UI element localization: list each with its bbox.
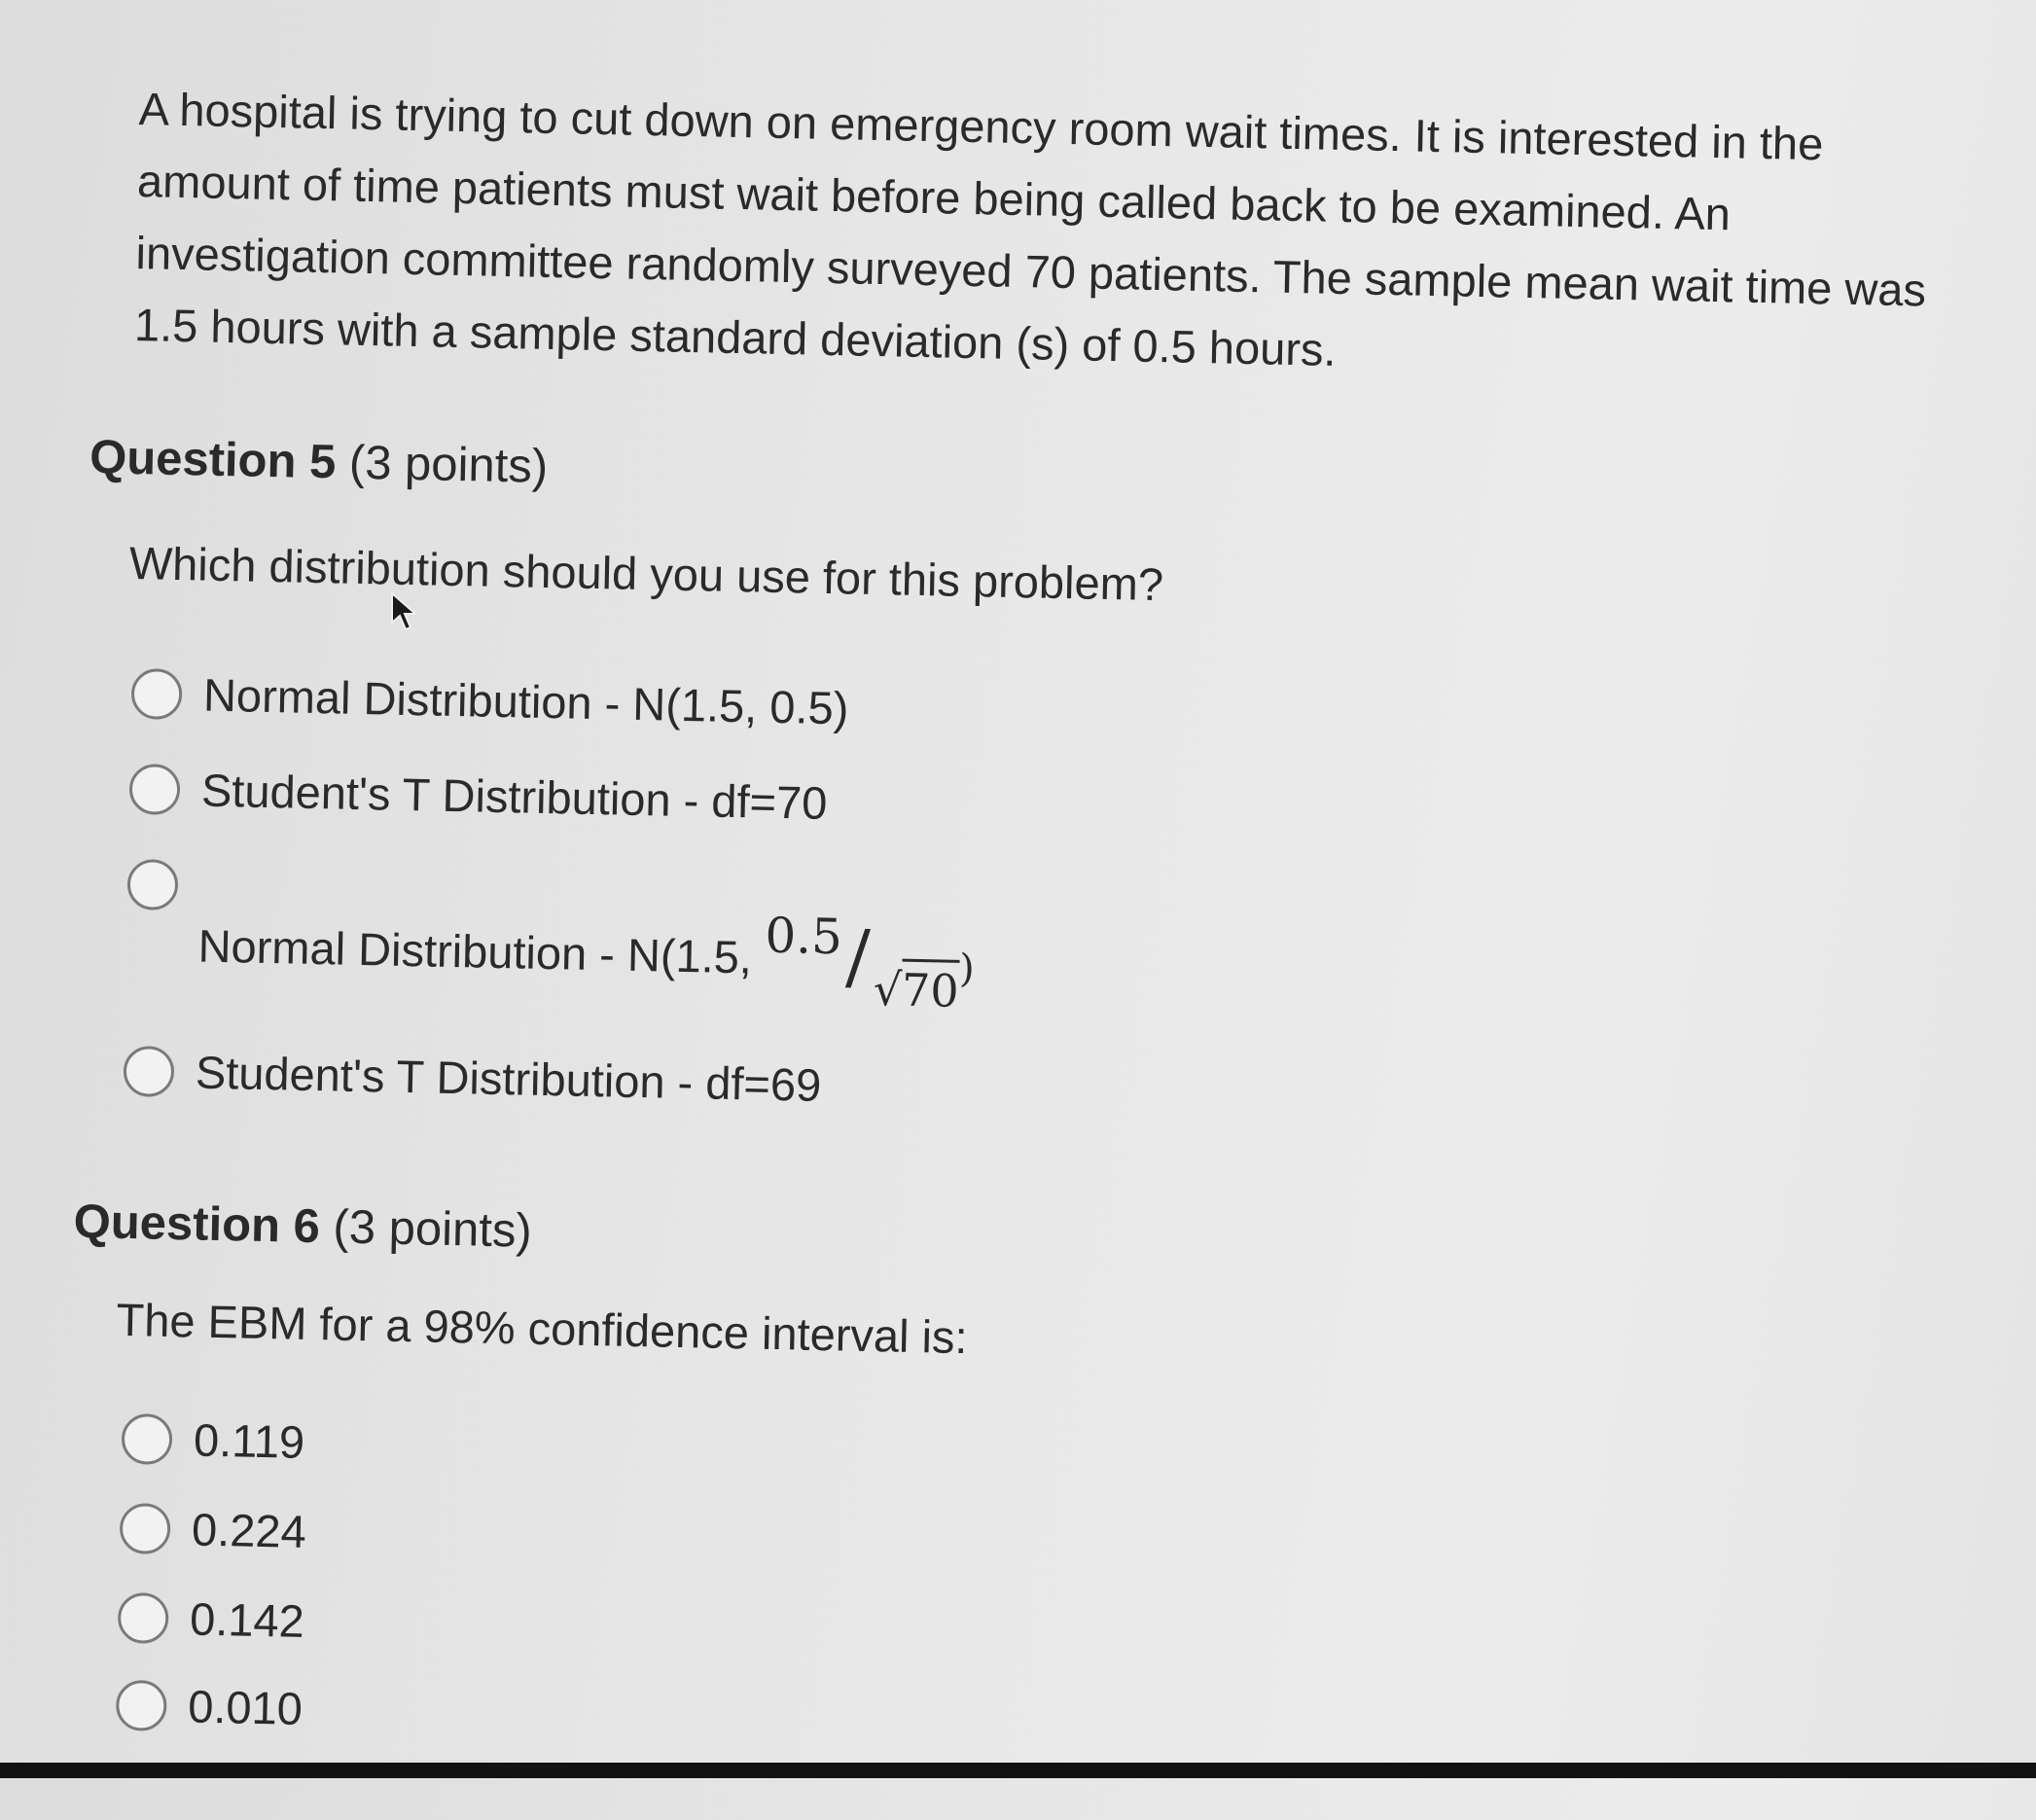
fraction-denominator-group (873, 963, 959, 1017)
q6-option-2[interactable] (120, 1501, 307, 1558)
fraction-slash: / (844, 914, 872, 999)
question-5-prompt: Which distribution should you use for this problem? (128, 536, 1164, 611)
radio-button[interactable] (126, 859, 178, 910)
question-6-points: (3 points) (332, 1200, 533, 1258)
square-root-icon: √ (873, 963, 903, 1017)
q6-option-4[interactable] (116, 1678, 304, 1735)
mouse-pointer-icon (389, 591, 418, 632)
question-stem: A hospital is trying to cut down on emergency room wait times. It is interested in the amount of time patients must wait before being called back to be examined. An investigation committee randomly surveyed 70 patients. The sample mean wait time was 1.5 hours with a sample standard deviation (s) of 0.5 hours. (133, 83, 1927, 375)
radio-button[interactable] (118, 1591, 169, 1643)
question-5-heading (89, 430, 549, 494)
question-6-number: Question 6 (73, 1195, 321, 1254)
radio-button[interactable] (129, 763, 181, 814)
q5-option-4[interactable] (123, 1044, 821, 1112)
q6-option-1[interactable] (121, 1411, 304, 1469)
fraction-numerator: 0.5 (764, 907, 843, 966)
radio-button[interactable] (122, 1412, 173, 1464)
close-paren: ) (958, 946, 976, 992)
q5-option-2-label: Student's T Distribution - df=70 (200, 764, 828, 829)
question-6-heading (73, 1195, 532, 1259)
screen-bottom-bezel (0, 1763, 2036, 1778)
radio-button[interactable] (131, 667, 183, 719)
fraction-expression (764, 907, 976, 1017)
q5-option-3-prefix: Normal Distribution - N(1.5, (197, 919, 753, 983)
radio-button[interactable] (116, 1679, 167, 1731)
question-5-points: (3 points) (348, 436, 549, 493)
radicand: 70 (902, 959, 960, 1017)
q6-option-3-label: 0.142 (189, 1592, 305, 1647)
q6-option-4-label: 0.010 (187, 1680, 304, 1734)
radio-button[interactable] (123, 1045, 174, 1096)
q5-option-3[interactable] (125, 859, 977, 1017)
q5-option-2[interactable] (128, 762, 827, 830)
q5-option-1-label: Normal Distribution - N(1.5, 0.5) (202, 668, 849, 734)
question-6-prompt: The EBM for a 98% confidence interval is: (116, 1293, 969, 1364)
radio-button[interactable] (120, 1502, 171, 1553)
q5-option-4-label: Student's T Distribution - df=69 (195, 1046, 822, 1111)
q5-option-1[interactable] (131, 666, 849, 734)
q5-option-3-label (197, 895, 976, 1017)
question-5-number: Question 5 (89, 431, 337, 489)
q6-option-1-label: 0.119 (193, 1413, 305, 1468)
q6-option-3[interactable] (118, 1590, 305, 1648)
q6-option-2-label: 0.224 (191, 1503, 307, 1557)
